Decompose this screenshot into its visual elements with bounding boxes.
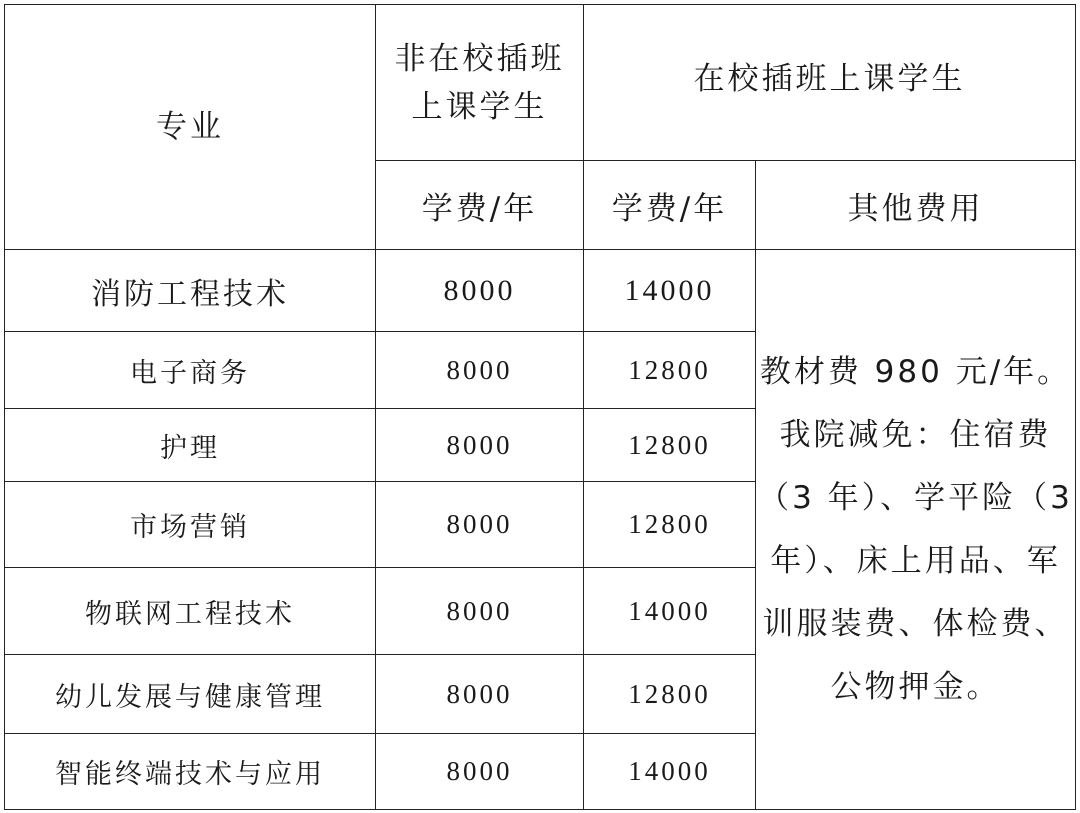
inschool-fee: 14000 — [584, 734, 756, 810]
nonschool-fee: 8000 — [376, 734, 584, 810]
nonschool-fee: 8000 — [376, 332, 584, 409]
inschool-fee: 12800 — [584, 332, 756, 409]
table-row — [5, 250, 1076, 332]
nonschool-fee: 8000 — [376, 250, 584, 332]
nonschool-header-line2: 上课学生 — [411, 88, 548, 125]
major-name: 消防工程技术 — [5, 250, 376, 332]
nonschool-tuition-header: 学费/年 — [376, 161, 584, 250]
major-name: 幼儿发展与健康管理 — [5, 655, 376, 734]
nonschool-fee: 8000 — [376, 409, 584, 482]
inschool-fee: 12800 — [584, 409, 756, 482]
major-name: 智能终端技术与应用 — [5, 734, 376, 810]
nonschool-fee: 8000 — [376, 655, 584, 734]
inschool-fee: 14000 — [584, 250, 756, 332]
major-name: 物联网工程技术 — [5, 568, 376, 655]
nonschool-fee: 8000 — [376, 482, 584, 568]
inschool-students-header: 在校插班上课学生 — [584, 5, 1076, 161]
inschool-fee: 12800 — [584, 655, 756, 734]
other-fees-header: 其他费用 — [756, 161, 1076, 250]
nonschool-header-line1: 非在校插班 — [394, 40, 565, 77]
nonschool-students-header — [376, 5, 584, 161]
inschool-fee: 14000 — [584, 568, 756, 655]
inschool-fee: 12800 — [584, 482, 756, 568]
major-header: 专业 — [5, 5, 376, 250]
nonschool-fee: 8000 — [376, 568, 584, 655]
other-fees-note: 教材费 980 元/年。我院减免：住宿费（3 年）、学平险（3 年）、床上用品、军训服装费、体检费、公物押金。 — [756, 250, 1076, 810]
major-name: 市场营销 — [5, 482, 376, 568]
major-name: 护理 — [5, 409, 376, 482]
major-name: 电子商务 — [5, 332, 376, 409]
tuition-fee-table — [4, 4, 1076, 810]
inschool-tuition-header: 学费/年 — [584, 161, 756, 250]
